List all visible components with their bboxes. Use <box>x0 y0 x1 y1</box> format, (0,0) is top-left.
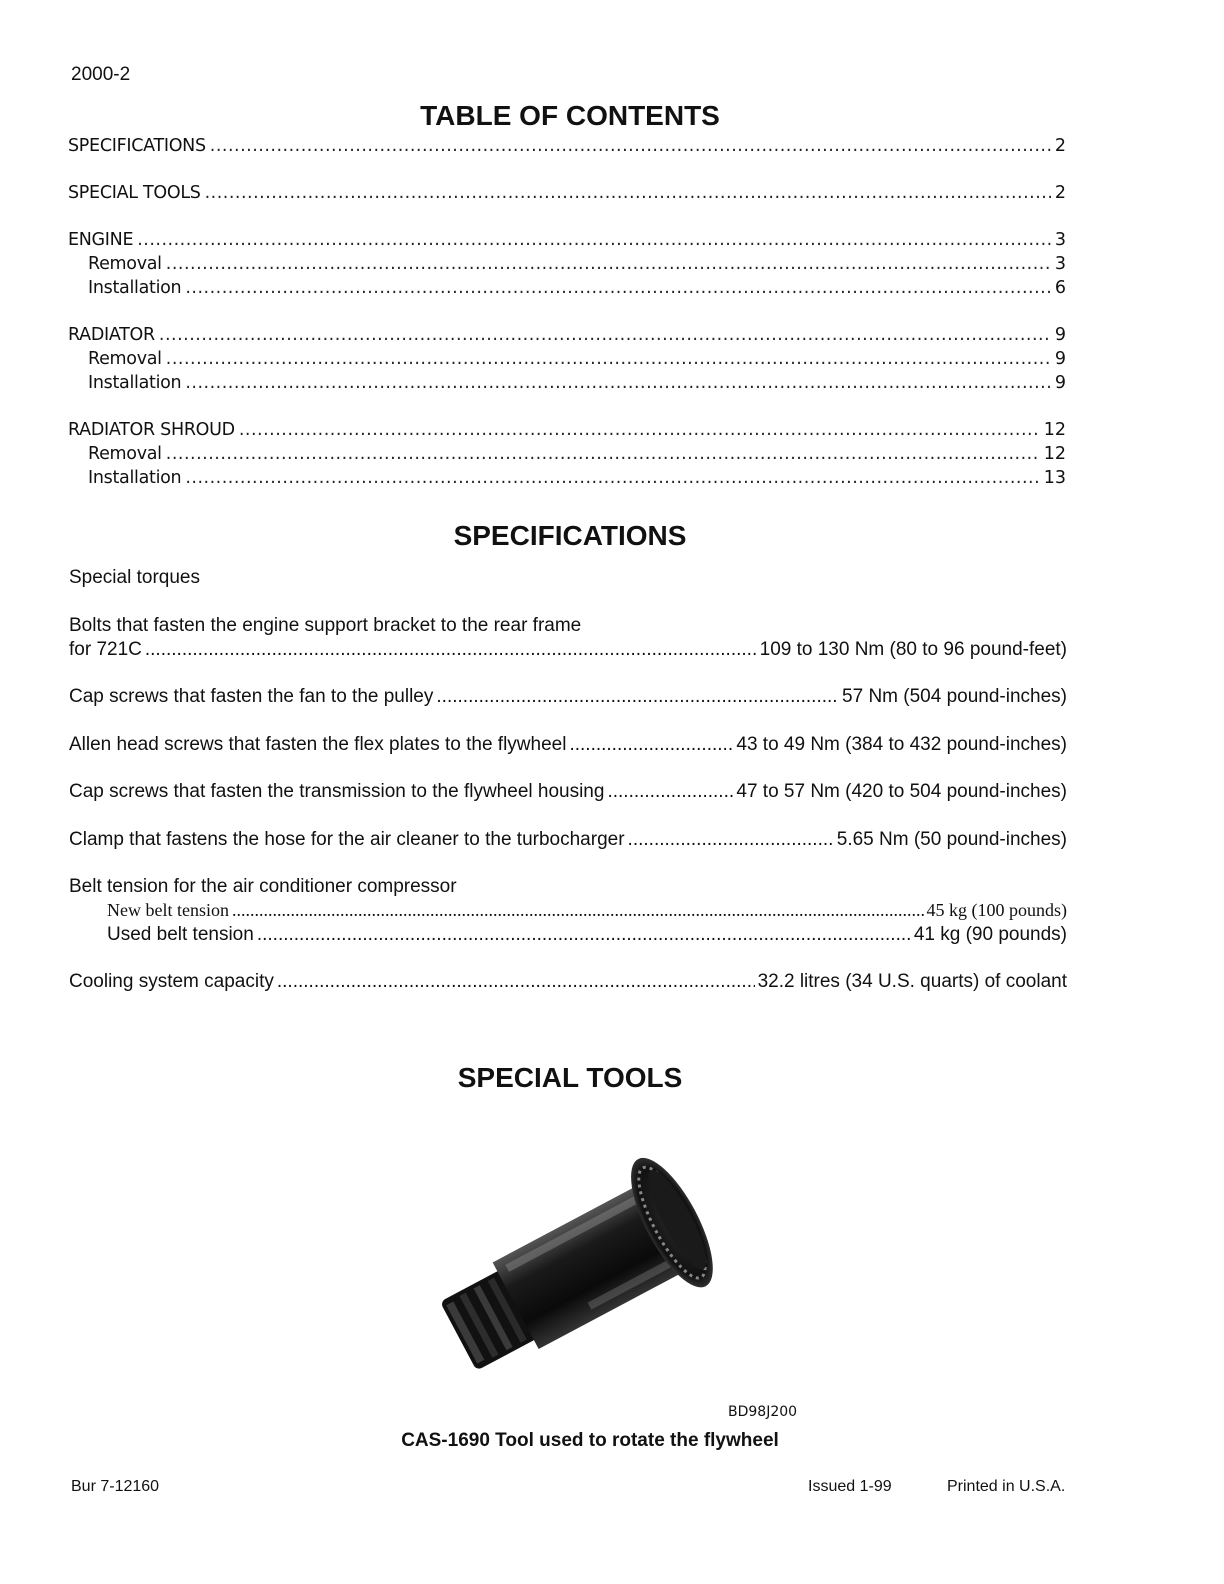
spec-value: 43 to 49 Nm (384 to 432 pound-inches) <box>736 734 1067 755</box>
dot-leader <box>159 325 1051 345</box>
dot-leader <box>569 734 733 756</box>
toc-entry-page: 2 <box>1054 136 1066 156</box>
spec-label: for 721C <box>69 639 142 660</box>
spec-value: 57 Nm (504 pound-inches) <box>842 686 1067 707</box>
spec-value: 47 to 57 Nm (420 to 504 pound-inches) <box>736 781 1067 802</box>
figure-id: BD98J200 <box>728 1404 798 1420</box>
toc-entry-label: Installation <box>88 373 182 393</box>
spec-item-cooling-capacity <box>69 971 1067 995</box>
footer-issued: Issued 1-99 <box>808 1478 892 1495</box>
dot-leader <box>166 349 1051 369</box>
dot-leader <box>277 971 755 993</box>
toc-entry-page: 12 <box>1043 420 1066 440</box>
spec-item-transmission <box>69 781 1067 805</box>
toc-entry-page: 9 <box>1054 373 1066 393</box>
dot-leader <box>628 829 834 851</box>
spec-label: Belt tension for the air conditioner compressor <box>69 876 457 897</box>
toc-entry-shroud-removal[interactable] <box>68 444 1066 468</box>
dot-leader <box>185 373 1051 393</box>
dot-leader <box>232 900 924 921</box>
toc-entry-page: 13 <box>1043 468 1066 488</box>
spec-item-air-cleaner-clamp <box>69 829 1067 853</box>
specifications-title: SPECIFICATIONS <box>453 520 687 551</box>
dot-leader <box>436 686 839 708</box>
toc-entry-radiator[interactable] <box>68 325 1066 349</box>
figure-caption: CAS-1690 Tool used to rotate the flywheel <box>401 1430 779 1451</box>
special-torques-heading: Special torques <box>69 567 200 588</box>
spec-label: Cap screws that fasten the transmission to the flywheel housing <box>69 781 605 802</box>
toc-entry-label: Installation <box>88 468 182 488</box>
spec-value: 41 kg (90 pounds) <box>913 924 1067 945</box>
toc-entry-page: 9 <box>1054 325 1066 345</box>
toc-entry-label: Removal <box>88 254 162 274</box>
toc-entry-page: 2 <box>1054 183 1066 203</box>
toc-entry-page: 3 <box>1054 230 1066 250</box>
dot-leader <box>145 639 757 661</box>
spec-value: 5.65 Nm (50 pound-inches) <box>836 829 1067 850</box>
spec-value: 32.2 litres (34 U.S. quarts) of coolant <box>757 971 1067 992</box>
toc-entry-label: RADIATOR SHROUD <box>68 420 235 440</box>
flywheel-tool-image <box>418 1150 748 1375</box>
toc-entry-radiator-removal[interactable] <box>68 349 1066 373</box>
toc-entry-shroud-installation[interactable] <box>68 468 1066 492</box>
spec-label: Used belt tension <box>107 924 254 945</box>
dot-leader <box>257 924 911 946</box>
dot-leader <box>166 254 1051 274</box>
toc-entry-label: Installation <box>88 278 182 298</box>
dot-leader <box>137 230 1051 250</box>
dot-leader <box>166 444 1040 464</box>
spec-item-fan-pulley <box>69 686 1067 710</box>
page-number: 2000-2 <box>71 64 131 85</box>
toc-entry-label: Removal <box>88 444 162 464</box>
toc-title: TABLE OF CONTENTS <box>420 100 720 131</box>
toc-entry-engine-removal[interactable] <box>68 254 1066 278</box>
toc-entry-engine[interactable] <box>68 230 1066 254</box>
toc-entry-page: 6 <box>1054 278 1066 298</box>
spec-value: 109 to 130 Nm (80 to 96 pound-feet) <box>759 639 1067 660</box>
special-tools-title: SPECIAL TOOLS <box>457 1062 683 1093</box>
toc-entry-label: SPECIAL TOOLS <box>68 183 201 203</box>
spec-label: Cooling system capacity <box>69 971 274 992</box>
spec-item-belt-tension <box>69 876 1067 948</box>
spec-value: 45 kg (100 pounds) <box>926 900 1067 920</box>
toc-entry-page: 12 <box>1043 444 1066 464</box>
spec-item-flex-plates <box>69 734 1067 758</box>
spec-label: Clamp that fastens the hose for the air cleaner to the turbocharger <box>69 829 625 850</box>
spec-label: Allen head screws that fasten the flex plates to the flywheel <box>69 734 567 755</box>
toc-entry-label: SPECIFICATIONS <box>68 136 206 156</box>
dot-leader <box>185 468 1039 488</box>
dot-leader <box>607 781 733 803</box>
footer-printed: Printed in U.S.A. <box>947 1478 1066 1495</box>
toc-entry-label: RADIATOR <box>68 325 155 345</box>
dot-leader <box>210 136 1051 156</box>
toc-entry-label: Removal <box>88 349 162 369</box>
toc-entry-specifications[interactable] <box>68 136 1066 160</box>
toc-entry-label: ENGINE <box>68 230 134 250</box>
dot-leader <box>205 183 1051 203</box>
toc-entry-page: 3 <box>1054 254 1066 274</box>
footer-document-number: Bur 7-12160 <box>71 1478 160 1495</box>
spec-label: Cap screws that fasten the fan to the pulley <box>69 686 434 707</box>
toc-entry-page: 9 <box>1054 349 1066 369</box>
toc-entry-special-tools[interactable] <box>68 183 1066 207</box>
table-of-contents <box>68 136 1066 492</box>
spec-label: New belt tension <box>107 900 229 920</box>
dot-leader <box>239 420 1040 440</box>
toc-entry-radiator-installation[interactable] <box>68 373 1066 397</box>
toc-entry-radiator-shroud[interactable] <box>68 420 1066 444</box>
spec-label: Bolts that fasten the engine support bracket to the rear frame <box>69 615 582 636</box>
toc-entry-engine-installation[interactable] <box>68 278 1066 302</box>
spec-item-engine-bracket <box>69 615 1067 663</box>
dot-leader <box>185 278 1051 298</box>
